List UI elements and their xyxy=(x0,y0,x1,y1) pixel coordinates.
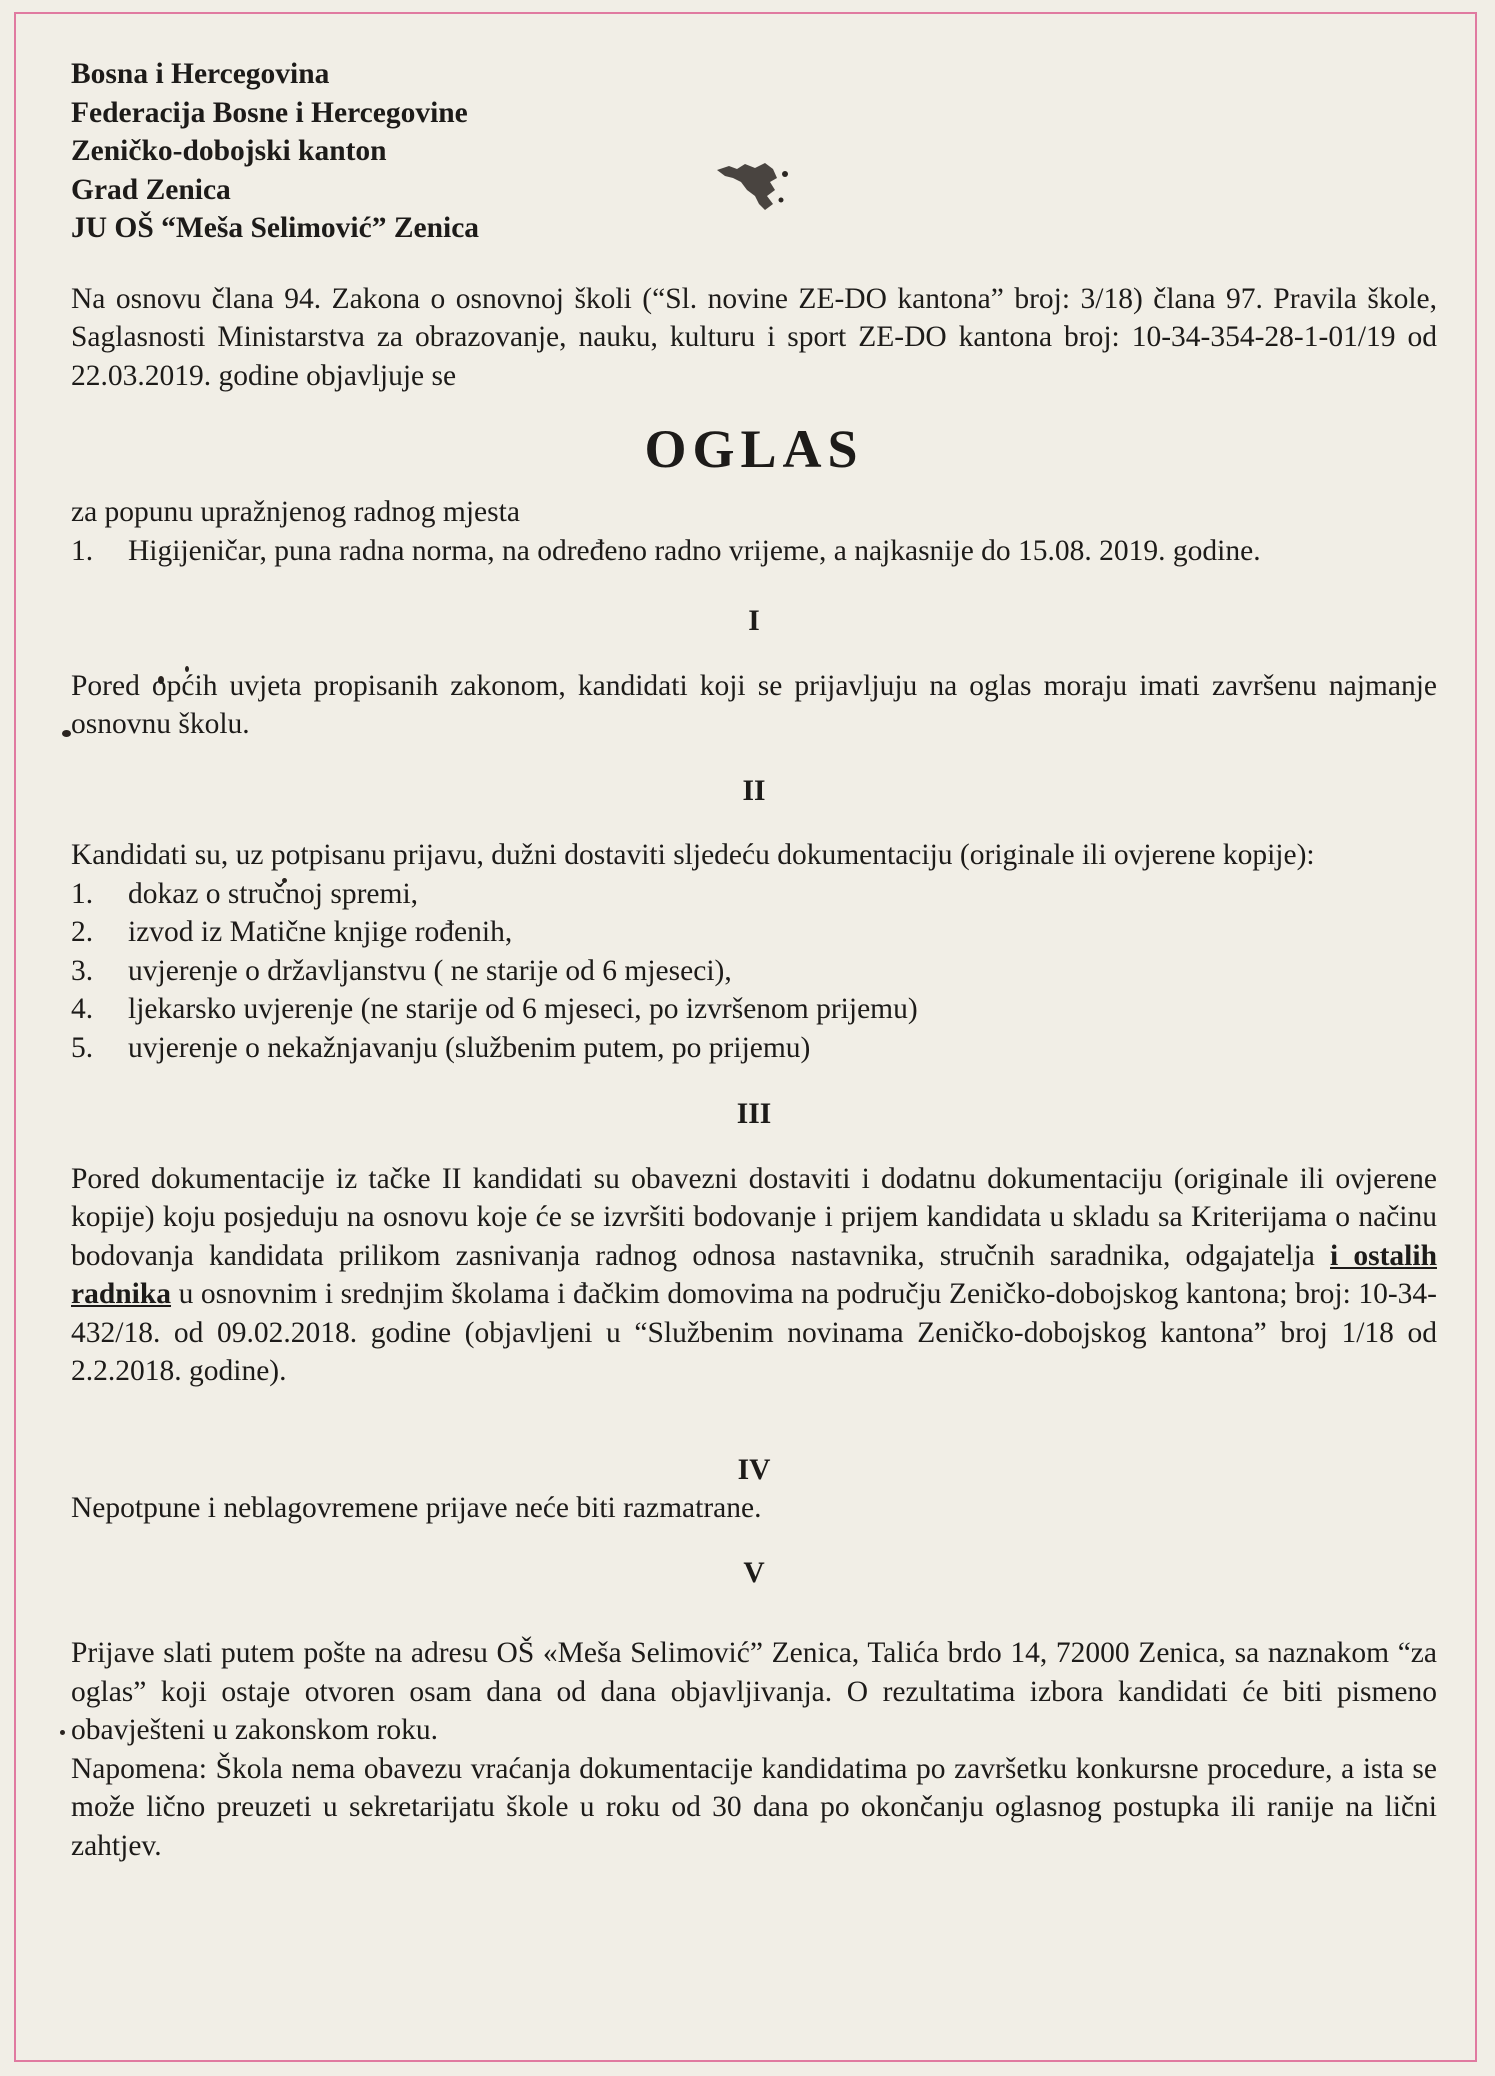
section-3-text-end: u osnovnim i srednjim školama i đačkim domovima na području Zeničko-dobojskog kantona; broj: 10-34-432/18. od 09.02.2018. godine (objavljeni u “Službenim novinama Zeničko-dobojskog kantona” broj 1/18 od 2.2.2018. godine). xyxy=(71,1278,1437,1387)
header-line-school: JU OŠ “Meša Selimović” Zenica xyxy=(71,212,480,244)
list-item-number: 2. xyxy=(71,916,94,948)
header-line-city: Grad Zenica xyxy=(71,173,231,206)
section-heading-2: II xyxy=(742,774,766,807)
list-item-text: dokaz o stručnoj spremi, xyxy=(128,877,419,910)
header-line-federation: Federacija Bosne i Hercegovine xyxy=(71,96,468,129)
section-4-text: Nepotpune i neblagovremene prijave neće biti razmatrane. xyxy=(71,1492,762,1524)
section-2-text: Kandidati su, uz potpisanu prijavu, dužni dostaviti sljedeću dokumentaciju (originale ili ovjerene kopije): xyxy=(71,839,1315,871)
intro-paragraph: Na osnovu člana 94. Zakona o osnovnoj školi (“Sl. novine ZE-DO kantona” broj: 3/18) člana 97. Pravila škole, Saglasnosti Ministarstva za obrazovanje, nauku, kulturu i sport ZE-DO kantona broj: 10-34-354-28-1-01/19 od 22.03.2019. godine objavljuje se xyxy=(71,282,1437,392)
section-heading-4: IV xyxy=(737,1453,771,1486)
section-heading-5: V xyxy=(743,1556,765,1589)
document-list xyxy=(71,875,1437,1068)
section-5-text: Prijave slati putem pošte na adresu OŠ «Meša Selimović” Zenica, Talića brdo 14, 72000 Zenica, sa naznakom “za oglas” koji ostaje otvoren osam dana od dana objavljivanja. O rezultatima izbora kandidati će biti pismeno obavješteni u zakonskom roku. xyxy=(71,1637,1437,1746)
list-item-text: ljekarsko uvjerenje (ne starije od 6 mjeseci, po izvršenom prijemu) xyxy=(128,993,918,1025)
list-item-text: uvjerenje o državljanstvu ( ne starije od 6 mjeseci), xyxy=(128,954,732,987)
document-body xyxy=(71,55,1437,1865)
issuer-header xyxy=(71,55,1437,248)
list-item xyxy=(71,875,1437,914)
note-paragraph: Napomena: Škola nema obavezu vraćanja dokumentacije kandidatima po završetku konkursne procedure, a ista se može lično preuzeti u sekretarijatu škole u roku od 30 dana po okončanju oglasnog postupka ili ranije na lični zahtjev. xyxy=(71,1752,1437,1862)
header-line-country: Bosna i Hercegovina xyxy=(71,58,330,90)
section-3-text-start: Pored dokumentacije iz tačke II kandidati su obavezni dostaviti i dodatnu dokumentaciju (originale ili ovjerene kopije) koju posjeduju na osnovu koje će se izvršiti bodovanje i prijem kandidata u skladu sa Kriterijama o načinu bodovanja kandidata prilikom zasnivanja radnog odnosa nastavnika, stručnih saradnika, odgajatelja xyxy=(71,1162,1437,1272)
document-title: OGLAS xyxy=(644,419,864,479)
ink-speck xyxy=(62,730,71,737)
list-item-number: 3. xyxy=(71,954,94,987)
section-3-text xyxy=(71,1160,1437,1391)
position-item xyxy=(71,532,1437,571)
section-heading-1: I xyxy=(748,605,760,637)
position-number: 1. xyxy=(71,534,94,567)
list-item-number: 5. xyxy=(71,1031,94,1064)
list-item-text: izvod iz Matične knjige rođenih, xyxy=(128,916,513,948)
list-item xyxy=(71,913,1437,952)
position-text: Higijeničar, puna radna norma, na određeno radno vrijeme, a najkasnije do 15.08. 2019. godine. xyxy=(128,534,1261,567)
section-3-underlined: i ostalih radnika xyxy=(71,1239,1437,1310)
list-item xyxy=(71,952,1437,991)
subtitle: za popunu upražnjenog radnog mjesta xyxy=(71,496,520,528)
section-1-text: Pored općih uvjeta propisanih zakonom, kandidati koji se prijavljuju na oglas moraju imati završenu najmanje osnovnu školu. xyxy=(71,669,1437,740)
ink-speck xyxy=(60,1730,65,1735)
list-item-number: 4. xyxy=(71,993,94,1025)
list-item-number: 1. xyxy=(71,877,94,910)
section-heading-3: III xyxy=(736,1098,772,1130)
header-line-canton: Zeničko-dobojski kanton xyxy=(71,135,387,167)
list-item xyxy=(71,990,1437,1029)
list-item-text: uvjerenje o nekažnjavanju (službenim putem, po prijemu) xyxy=(128,1031,811,1064)
list-item xyxy=(71,1029,1437,1068)
